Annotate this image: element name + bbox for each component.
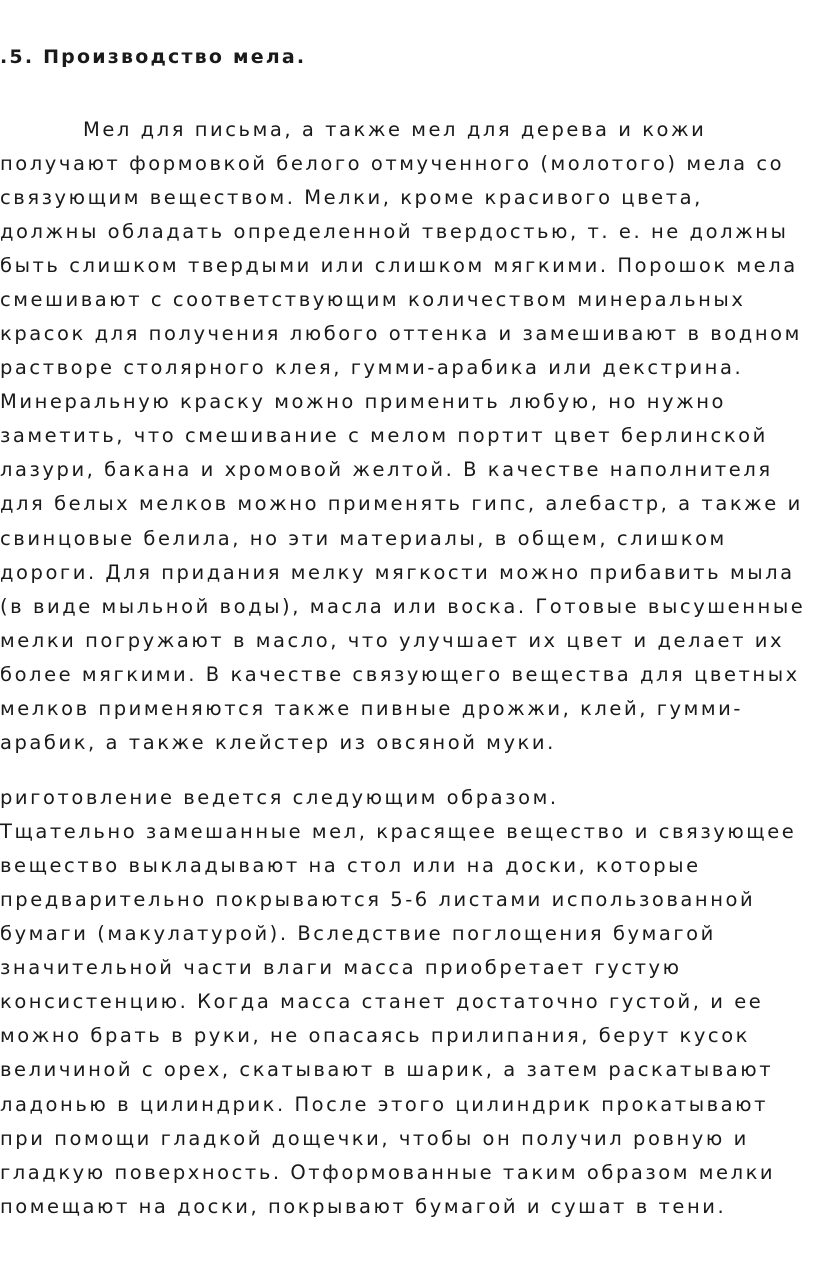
text-line: риготовление ведется следующим образом. (0, 786, 559, 809)
text-line: величиной с орех, скатывают в шарик, а затем раскатывают (0, 1058, 774, 1081)
text-line: (в виде мыльной воды), масла или воска. Готовые высушенные (0, 595, 806, 618)
text-line: можно брать в руки, не опасаясь прилипания, берут кусок (0, 1024, 751, 1047)
text-line: Мел для письма, а также мел для дерева и кожи (83, 118, 707, 141)
text-line: свинцовые белила, но эти материалы, в общем, слишком (0, 527, 727, 550)
text-line: гладкую поверхность. Отформованные таким образом мелки (0, 1161, 776, 1184)
text-line: смешивают с соответствующим количеством минеральных (0, 288, 746, 311)
text-line: мелков применяются также пивные дрожжи, клей, гумми- (0, 697, 743, 720)
text-line: получают формовкой белого отмученного (молотого) мела со (0, 152, 785, 175)
text-line: мелки погружают в масло, что улучшает их цвет и делает их (0, 629, 785, 652)
text-line: более мягкими. В качестве связующего вещества для цветных (0, 663, 800, 686)
text-line: Тщательно замешанные мел, красящее вещество и связующее (0, 820, 797, 843)
text-line: вещество выкладывают на стол или на доски, которые (0, 854, 701, 877)
text-line: консистенцию. Когда масса станет достаточно густой, и ее (0, 990, 764, 1013)
section-heading: .5. Производство мела. (0, 46, 307, 68)
text-line: при помощи гладкой дощечки, чтобы он получил ровную и (0, 1127, 749, 1150)
text-line: заметить, что смешивание с мелом портит цвет берлинской (0, 424, 768, 447)
text-line: ладонью в цилиндрик. После этого цилиндрик прокатывают (0, 1093, 769, 1116)
text-line: красок для получения любого оттенка и замешивают в водном (0, 322, 802, 345)
text-line: дороги. Для придания мелку мягкости можно прибавить мыла (0, 561, 795, 584)
text-line: помещают на доски, покрывают бумагой и сушат в тени. (0, 1195, 727, 1218)
text-line: должны обладать определенной твердостью, т. е. не должны (0, 220, 789, 243)
text-line: значительной части влаги масса приобретает густую (0, 956, 682, 979)
text-line: предварительно покрываются 5-6 листами использованной (0, 888, 756, 911)
text-line: Минеральную краску можно применить любую, но нужно (0, 390, 727, 413)
text-line: связующим веществом. Мелки, кроме красивого цвета, (0, 186, 703, 209)
text-line: лазури, бакана и хромовой желтой. В качестве наполнителя (0, 458, 773, 481)
text-line: быть слишком твердыми или слишком мягкими. Порошок мела (0, 254, 798, 277)
text-line: для белых мелков можно применять гипс, алебастр, а также и (0, 492, 803, 515)
text-line: бумаги (макулатурой). Вследствие поглощения бумагой (0, 922, 716, 945)
text-line: растворе столярного клея, гумми-арабика или декстрина. (0, 356, 744, 379)
text-line: арабик, а также клейстер из овсяной муки. (0, 731, 556, 754)
